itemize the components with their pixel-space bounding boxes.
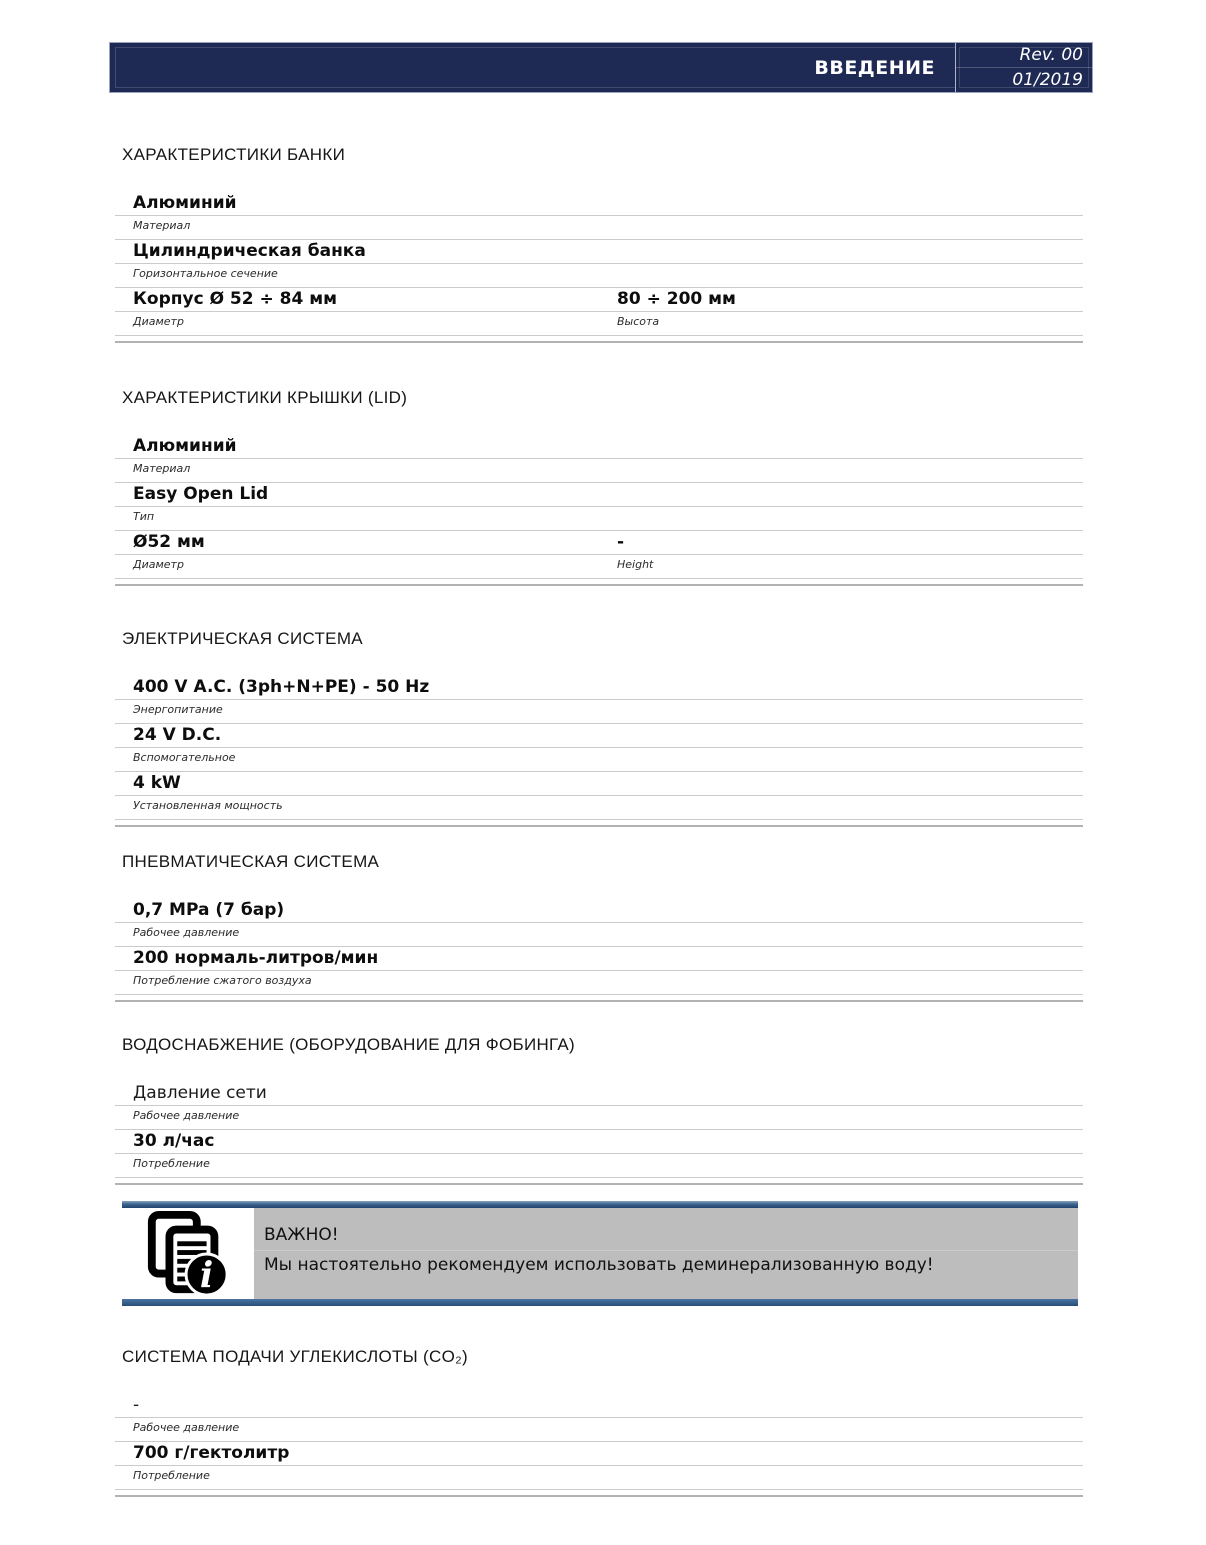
spec-label: Горизонтальное сечение (133, 267, 278, 280)
svg-text:i: i (199, 1254, 214, 1296)
section-heading: ХАРАКТЕРИСТИКИ БАНКИ (122, 145, 346, 164)
spec-label: Материал (133, 219, 191, 232)
spec-label-row (115, 1466, 1083, 1490)
section-heading: ВОДОСНАБЖЕНИЕ (ОБОРУДОВАНИЕ ДЛЯ ФОБИНГА) (122, 1035, 576, 1054)
spec-label-row (115, 1154, 1083, 1178)
documents-info-icon (144, 1210, 232, 1298)
spec-label-row (115, 507, 1083, 531)
page-title: ВВЕДЕНИЕ (814, 56, 935, 79)
section-heading: ЭЛЕКТРИЧЕСКАЯ СИСТЕМА (122, 629, 363, 648)
spec-value-row (115, 288, 1083, 312)
spec-label: Диаметр (133, 315, 184, 328)
spec-value-row (115, 192, 1083, 216)
note-bottom-border (122, 1299, 1078, 1306)
section-end-line (115, 820, 1083, 827)
spec-value: Корпус Ø 52 ÷ 84 мм (133, 289, 338, 309)
note-title: ВАЖНО! (254, 1208, 1078, 1251)
spec-value: 24 V D.C. (133, 725, 222, 745)
spec-label: Потребление (133, 1157, 210, 1170)
spec-value-row (115, 1442, 1083, 1466)
spec-label-row (115, 555, 1083, 579)
spec-label-row (115, 700, 1083, 724)
spec-label-row (115, 748, 1083, 772)
spec-value-row (115, 676, 1083, 700)
note-top-border (122, 1201, 1078, 1208)
spec-label-row (115, 216, 1083, 240)
spec-label: Тип (133, 510, 155, 523)
spec-label: Рабочее давление (133, 926, 240, 939)
spec-label-row (115, 264, 1083, 288)
spec-label: Height (617, 558, 654, 571)
spec-value: Алюминий (133, 193, 237, 213)
note-icon-panel (122, 1208, 254, 1299)
spec-value: Easy Open Lid (133, 484, 269, 504)
spec-label-row (115, 459, 1083, 483)
note-text: Мы настоятельно рекомендуем использовать деминерализованную воду! (264, 1255, 934, 1275)
important-note-box (122, 1201, 1078, 1306)
header-title-area (110, 43, 955, 92)
section-heading: ХАРАКТЕРИСТИКИ КРЫШКИ (LID) (122, 388, 408, 407)
spec-label: Материал (133, 462, 191, 475)
spec-value: 30 л/час (133, 1131, 215, 1151)
spec-label: Вспомогательное (133, 751, 236, 764)
revision-date: 01/2019 (1012, 70, 1083, 90)
section-heading: СИСТЕМА ПОДАЧИ УГЛЕКИСЛОТЫ (CO₂) (122, 1347, 468, 1366)
spec-label: Энергопитание (133, 703, 223, 716)
spec-value: 80 ÷ 200 мм (617, 289, 736, 309)
note-text-panel (254, 1208, 1078, 1299)
page-header-bar (110, 43, 1092, 92)
spec-value: Давление сети (133, 1083, 267, 1103)
spec-value-row (115, 724, 1083, 748)
spec-label-row (115, 312, 1083, 336)
spec-label: Потребление (133, 1469, 210, 1482)
spec-value: 4 kW (133, 773, 181, 793)
spec-value: 0,7 MPa (7 бар) (133, 900, 285, 920)
spec-value-row (115, 1130, 1083, 1154)
section-end-line (115, 1490, 1083, 1497)
section-water-supply (115, 1036, 1083, 1306)
spec-value: - (617, 532, 625, 552)
spec-value-row (115, 1394, 1083, 1418)
spec-label: Рабочее давление (133, 1109, 240, 1122)
spec-value-row (115, 240, 1083, 264)
section-end-line (115, 336, 1083, 343)
section-can-characteristics (115, 146, 1083, 343)
spec-value: 200 нормаль-литров/мин (133, 948, 379, 968)
spec-label: Диаметр (133, 558, 184, 571)
spec-value-row (115, 899, 1083, 923)
spec-label-row (115, 971, 1083, 995)
section-electrical-system (115, 630, 1083, 827)
spec-value: Алюминий (133, 436, 237, 456)
spec-value: 400 V A.C. (3ph+N+PE) - 50 Hz (133, 677, 430, 697)
spec-value-row (115, 531, 1083, 555)
spec-value-row (115, 947, 1083, 971)
spec-label: Установленная мощность (133, 799, 283, 812)
section-co2-supply (115, 1348, 1083, 1497)
spec-label: Рабочее давление (133, 1421, 240, 1434)
section-end-line (115, 995, 1083, 1002)
section-heading: ПНЕВМАТИЧЕСКАЯ СИСТЕМА (122, 852, 380, 871)
spec-label-row (115, 1106, 1083, 1130)
section-end-line (115, 579, 1083, 586)
spec-value-row (115, 772, 1083, 796)
revision-number: Rev. 00 (956, 43, 1092, 68)
spec-value-row (115, 483, 1083, 507)
spec-value: - (133, 1395, 140, 1415)
spec-label: Потребление сжатого воздуха (133, 974, 312, 987)
section-lid-characteristics (115, 389, 1083, 586)
spec-value-row (115, 435, 1083, 459)
spec-value: Ø52 мм (133, 532, 205, 552)
spec-value-row (115, 1082, 1083, 1106)
spec-label: Высота (617, 315, 660, 328)
spec-value: Цилиндрическая банка (133, 241, 366, 261)
section-pneumatic-system (115, 853, 1083, 1002)
spec-value: 700 г/гектолитр (133, 1443, 290, 1463)
page-content (115, 92, 1083, 1497)
spec-label-row (115, 796, 1083, 820)
revision-box (955, 43, 1092, 92)
spec-label-row (115, 1418, 1083, 1442)
spec-label-row (115, 923, 1083, 947)
section-end-line (115, 1178, 1083, 1185)
